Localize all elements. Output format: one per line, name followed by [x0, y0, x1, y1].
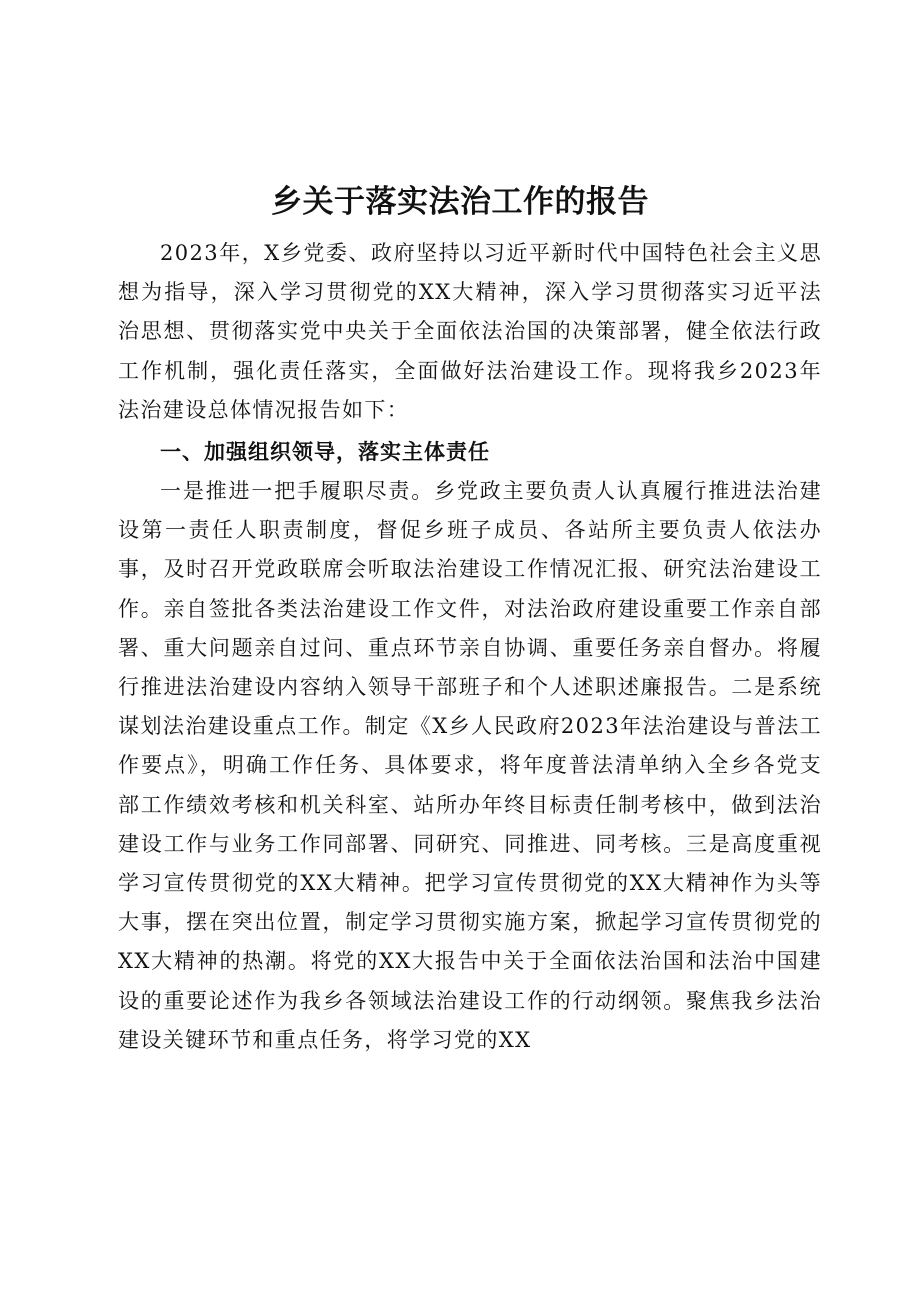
section-heading-1: 一、加强组织领导，落实主体责任: [160, 440, 490, 465]
section-1-paragraph: 一是推进一把手履职尽责。乡党政主要负责人认真履行推进法治建设第一责任人职责制度，督促乡班子成员、各站所主要负责人依法办事，及时召开党政联席会听取法治建设工作情况汇报、研究法治建设工作。亲自签批各类法治建设工作文件，对法治政府建设重要工作亲自部署、重大问题亲自过问、重点环节亲自协调、重要任务亲自督办。将履行推进法治建设内容纳入领导干部班子和个人述职述廉报告。二是系统谋划法治建设重点工作。制定《X乡人民政府2023年法治建设与普法工作要点》，明确工作任务、具体要求，将年度普法清单纳入全乡各党支部工作绩效考核和机关科室、站所办年终目标责任制考核中，做到法治建设工作与业务工作同部署、同研究、同推进、同考核。三是高度重视学习宣传贯彻党的XX大精神。把学习宣传贯彻党的XX大精神作为头等大事，摆在突出位置，制定学习贯彻实施方案，掀起学习宣传贯彻党的XX大精神的热潮。将党的XX大报告中关于全面依法治国和法治中国建设的重要论述作为我乡各领域法治建设工作的行动纲领。聚焦我乡法治建设关键环节和重点任务，将学习党的XX: [118, 479, 822, 1052]
document-title: 乡关于落实法治工作的报告: [271, 184, 649, 220]
intro-paragraph: 2023年，X乡党委、政府坚持以习近平新时代中国特色社会主义思想为指导，深入学习贯彻党的XX大精神，深入学习贯彻落实习近平法治思想、贯彻落实党中央关于全面依法治国的决策部署，健全依法行政工作机制，强化责任落实，全面做好法治建设工作。现将我乡2023年法治建设总体情况报告如下：: [118, 241, 822, 422]
document-body: [118, 234, 822, 1060]
